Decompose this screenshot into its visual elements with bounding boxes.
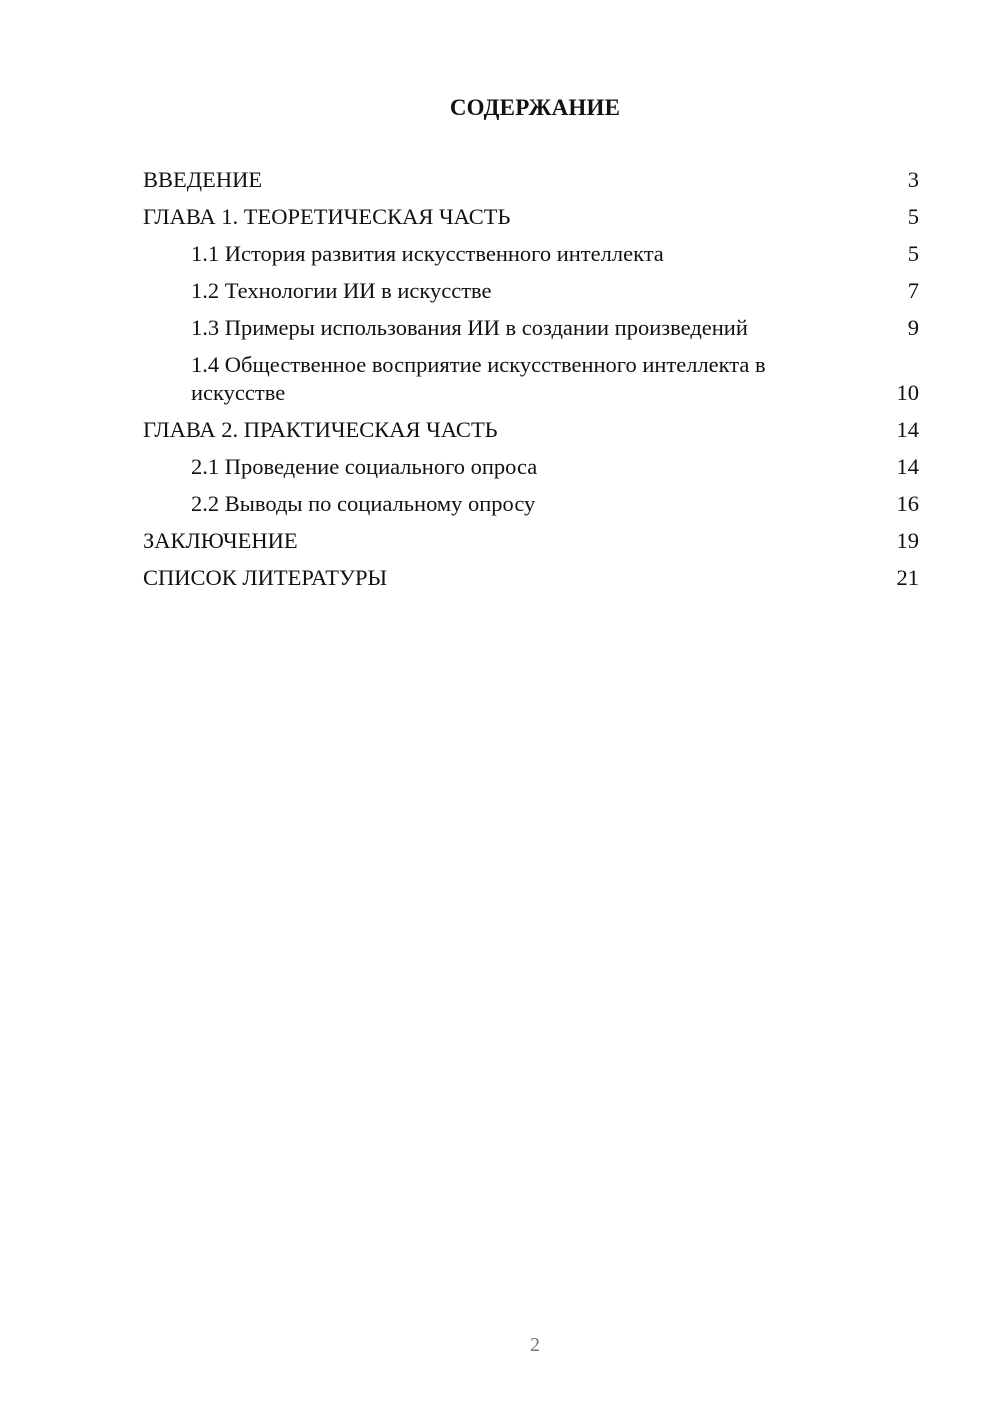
toc-entry-page: 14 bbox=[896, 417, 919, 442]
toc-entry-label: 1.4 Общественное восприятие искусственного интеллекта в искусстве bbox=[191, 352, 766, 405]
toc-entry-label: ЗАКЛЮЧЕНИЕ bbox=[143, 528, 298, 553]
toc-entry-label: 1.1 История развития искусственного интеллекта bbox=[191, 241, 664, 266]
toc-entry[interactable] bbox=[143, 314, 919, 342]
toc-entry-page: 16 bbox=[896, 491, 919, 516]
toc-entry-page: 19 bbox=[896, 528, 919, 553]
toc-entry[interactable] bbox=[143, 490, 919, 518]
toc-entry-label: ВВЕДЕНИЕ bbox=[143, 167, 263, 192]
toc-entry-label: СПИСОК ЛИТЕРАТУРЫ bbox=[143, 565, 388, 590]
toc-entry[interactable] bbox=[143, 564, 919, 592]
toc-entry[interactable] bbox=[143, 203, 919, 231]
page-number: 2 bbox=[530, 1334, 540, 1356]
toc-entry[interactable] bbox=[143, 453, 919, 481]
toc-entry-label: ГЛАВА 2. ПРАКТИЧЕСКАЯ ЧАСТЬ bbox=[143, 417, 498, 442]
toc-entry-page: 3 bbox=[907, 167, 919, 192]
toc-entry-page: 5 bbox=[907, 204, 919, 229]
toc-entry[interactable] bbox=[143, 351, 919, 407]
toc-entry[interactable] bbox=[143, 166, 919, 194]
toc-entry-page: 7 bbox=[907, 278, 919, 303]
toc-entry-label: 2.1 Проведение социального опроса bbox=[191, 454, 538, 479]
toc-entry[interactable] bbox=[143, 527, 919, 555]
toc-entry[interactable] bbox=[143, 277, 919, 305]
toc-entry-page: 14 bbox=[896, 454, 919, 479]
toc-entry[interactable] bbox=[143, 240, 919, 268]
table-of-contents bbox=[143, 166, 919, 601]
toc-entry-label: 1.2 Технологии ИИ в искусстве bbox=[191, 278, 492, 303]
toc-entry-label: 2.2 Выводы по социальному опросу bbox=[191, 491, 536, 516]
toc-entry-page: 5 bbox=[907, 241, 919, 266]
toc-entry-page: 21 bbox=[896, 565, 919, 590]
toc-entry-label: ГЛАВА 1. ТЕОРЕТИЧЕСКАЯ ЧАСТЬ bbox=[143, 204, 511, 229]
toc-entry-page: 10 bbox=[896, 380, 919, 405]
toc-entry[interactable] bbox=[143, 416, 919, 444]
toc-entry-label: 1.3 Примеры использования ИИ в создании произведений bbox=[191, 315, 748, 340]
toc-entry-page: 9 bbox=[907, 315, 919, 340]
page-title: СОДЕРЖАНИЕ bbox=[449, 95, 621, 120]
